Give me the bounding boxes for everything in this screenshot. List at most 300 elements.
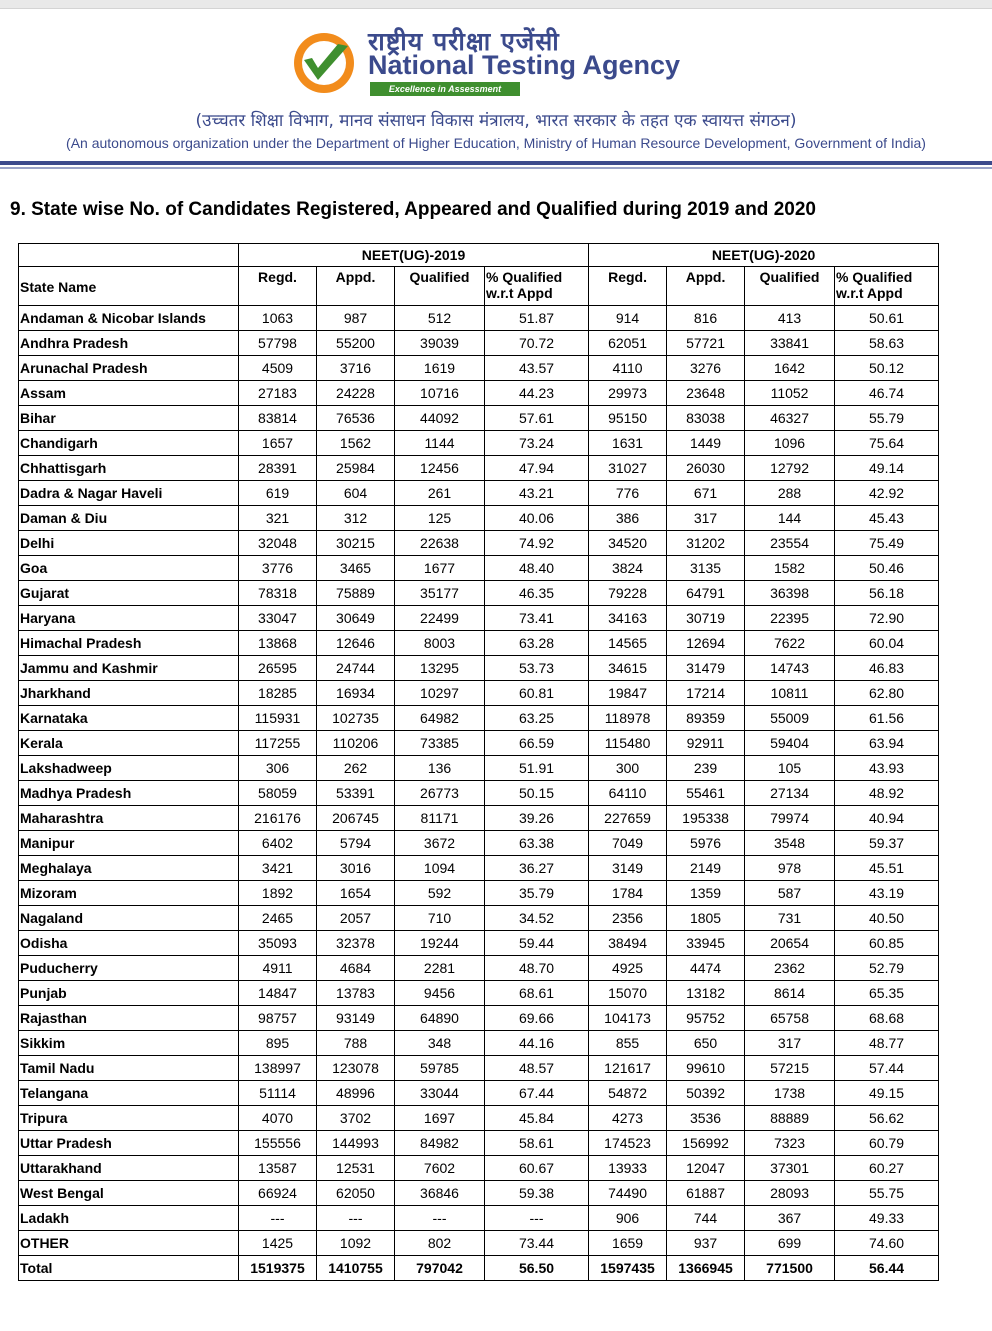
cell-appd-2019: 144993 — [317, 1131, 395, 1156]
cell-qualified-2019: 64890 — [395, 1006, 485, 1031]
cell-qualified-2019: 73385 — [395, 731, 485, 756]
cell-pct-2019: 73.44 — [485, 1231, 589, 1256]
cell-regd-2019: 117255 — [239, 731, 317, 756]
cell-qualified-2019: 1677 — [395, 556, 485, 581]
cell-regd-2020: 3824 — [589, 556, 667, 581]
cell-appd-2020: 744 — [667, 1206, 745, 1231]
table-row — [19, 356, 939, 381]
table-row — [19, 906, 939, 931]
cell-qualified-2019: 10716 — [395, 381, 485, 406]
cell-regd-2020: 386 — [589, 506, 667, 531]
total-cell-regd-2020: 1597435 — [589, 1256, 667, 1281]
table-row — [19, 1181, 939, 1206]
cell-regd-2020: 2356 — [589, 906, 667, 931]
cell-appd-2019: 788 — [317, 1031, 395, 1056]
cell-qualified-2019: 136 — [395, 756, 485, 781]
cell-qualified-2020: 14743 — [745, 656, 835, 681]
cell-pct-2019: 68.61 — [485, 981, 589, 1006]
total-cell-pct-2019: 56.50 — [485, 1256, 589, 1281]
cell-appd-2019: 2057 — [317, 906, 395, 931]
cell-qualified-2020: 1642 — [745, 356, 835, 381]
table-row — [19, 1081, 939, 1106]
page-header — [0, 8, 992, 158]
cell-pct-2020: 40.50 — [835, 906, 939, 931]
cell-qualified-2019: 9456 — [395, 981, 485, 1006]
cell-appd-2020: 1449 — [667, 431, 745, 456]
cell-pct-2019: 45.84 — [485, 1106, 589, 1131]
cell-pct-2019: 48.70 — [485, 956, 589, 981]
cell-pct-2020: 56.18 — [835, 581, 939, 606]
cell-qualified-2019: 592 — [395, 881, 485, 906]
cell-appd-2020: 816 — [667, 306, 745, 331]
cell-pct-2019: 51.87 — [485, 306, 589, 331]
cell-regd-2019: 115931 — [239, 706, 317, 731]
nta-logo-icon — [290, 30, 358, 94]
cell-pct-2019: 40.06 — [485, 506, 589, 531]
cell-appd-2020: 317 — [667, 506, 745, 531]
cell-pct-2019: 44.23 — [485, 381, 589, 406]
cell-qualified-2019: 44092 — [395, 406, 485, 431]
cell-qualified-2019: 22638 — [395, 531, 485, 556]
cell-state: Manipur — [19, 831, 239, 856]
cell-regd-2019: 28391 — [239, 456, 317, 481]
cell-qualified-2019: 59785 — [395, 1056, 485, 1081]
subtitle-english: (An autonomous organization under the Department of Higher Education, Ministry of Human Resource Development, Government of India) — [66, 135, 926, 151]
table-row — [19, 856, 939, 881]
cell-state: Tripura — [19, 1106, 239, 1131]
cell-appd-2020: 83038 — [667, 406, 745, 431]
cell-pct-2019: 60.67 — [485, 1156, 589, 1181]
cell-qualified-2020: 27134 — [745, 781, 835, 806]
cell-regd-2019: 57798 — [239, 331, 317, 356]
table-row — [19, 1056, 939, 1081]
cell-appd-2019: 3716 — [317, 356, 395, 381]
table-row — [19, 1131, 939, 1156]
subtitle-hindi: (उच्चतर शिक्षा विभाग, मानव संसाधन विकास मंत्रालय, भारत सरकार के तहत एक स्वायत्त संगठन) — [195, 111, 797, 131]
table-row — [19, 1231, 939, 1256]
cell-pct-2019: 34.52 — [485, 906, 589, 931]
cell-qualified-2020: 1582 — [745, 556, 835, 581]
cell-qualified-2020: 105 — [745, 756, 835, 781]
cell-appd-2020: 650 — [667, 1031, 745, 1056]
cell-qualified-2020: 699 — [745, 1231, 835, 1256]
cell-qualified-2020: 7323 — [745, 1131, 835, 1156]
table-row — [19, 1006, 939, 1031]
cell-state: Haryana — [19, 606, 239, 631]
cell-qualified-2020: 1738 — [745, 1081, 835, 1106]
cell-qualified-2020: 36398 — [745, 581, 835, 606]
cell-pct-2020: 42.92 — [835, 481, 939, 506]
cell-qualified-2019: 36846 — [395, 1181, 485, 1206]
cell-state: OTHER — [19, 1231, 239, 1256]
cell-pct-2019: 47.94 — [485, 456, 589, 481]
cell-pct-2020: 50.12 — [835, 356, 939, 381]
cell-regd-2020: 62051 — [589, 331, 667, 356]
cell-qualified-2019: 22499 — [395, 606, 485, 631]
agency-name-english: National Testing Agency — [368, 50, 681, 80]
header-divider-thin — [0, 167, 992, 169]
cell-appd-2019: 1654 — [317, 881, 395, 906]
cell-appd-2020: 13182 — [667, 981, 745, 1006]
cell-pct-2019: 70.72 — [485, 331, 589, 356]
cell-appd-2019: 123078 — [317, 1056, 395, 1081]
agency-name-hindi: राष्ट्रीय परीक्षा एजेंसी — [368, 27, 560, 56]
total-cell-regd-2019: 1519375 — [239, 1256, 317, 1281]
cell-regd-2020: 118978 — [589, 706, 667, 731]
cell-pct-2020: 62.80 — [835, 681, 939, 706]
table-row — [19, 331, 939, 356]
cell-qualified-2019: 26773 — [395, 781, 485, 806]
cell-regd-2020: 115480 — [589, 731, 667, 756]
cell-state: Lakshadweep — [19, 756, 239, 781]
cell-regd-2019: 35093 — [239, 931, 317, 956]
cell-regd-2019: 98757 — [239, 1006, 317, 1031]
cell-appd-2019: 5794 — [317, 831, 395, 856]
total-cell-appd-2019: 1410755 — [317, 1256, 395, 1281]
cell-appd-2020: 1805 — [667, 906, 745, 931]
cell-regd-2020: 38494 — [589, 931, 667, 956]
cell-appd-2020: 1359 — [667, 881, 745, 906]
cell-qualified-2020: 731 — [745, 906, 835, 931]
cell-appd-2019: 76536 — [317, 406, 395, 431]
cell-regd-2019: 155556 — [239, 1131, 317, 1156]
cell-appd-2020: 12047 — [667, 1156, 745, 1181]
cell-appd-2019: 93149 — [317, 1006, 395, 1031]
table-row — [19, 806, 939, 831]
cell-qualified-2020: 23554 — [745, 531, 835, 556]
cell-pct-2019: 59.44 — [485, 931, 589, 956]
cell-pct-2020: 74.60 — [835, 1231, 939, 1256]
cell-pct-2020: 50.46 — [835, 556, 939, 581]
cell-regd-2019: 3421 — [239, 856, 317, 881]
cell-regd-2019: 27183 — [239, 381, 317, 406]
cell-regd-2019: 14847 — [239, 981, 317, 1006]
cell-regd-2019: 895 — [239, 1031, 317, 1056]
cell-state: Kerala — [19, 731, 239, 756]
cell-appd-2019: 312 — [317, 506, 395, 531]
cell-qualified-2019: 81171 — [395, 806, 485, 831]
cell-appd-2020: 937 — [667, 1231, 745, 1256]
col-header-regd-2020: Regd. — [589, 267, 667, 306]
table-row — [19, 1156, 939, 1181]
table-row — [19, 931, 939, 956]
cell-appd-2020: 61887 — [667, 1181, 745, 1206]
cell-regd-2020: 74490 — [589, 1181, 667, 1206]
table-row — [19, 956, 939, 981]
cell-qualified-2020: 79974 — [745, 806, 835, 831]
cell-appd-2020: 50392 — [667, 1081, 745, 1106]
cell-qualified-2019: 33044 — [395, 1081, 485, 1106]
cell-pct-2019: 36.27 — [485, 856, 589, 881]
cell-regd-2019: 13868 — [239, 631, 317, 656]
cell-state: Daman & Diu — [19, 506, 239, 531]
cell-appd-2020: 26030 — [667, 456, 745, 481]
cell-pct-2020: 55.79 — [835, 406, 939, 431]
cell-regd-2020: 906 — [589, 1206, 667, 1231]
header-divider — [0, 161, 992, 165]
cell-qualified-2020: 7622 — [745, 631, 835, 656]
cell-qualified-2019: 35177 — [395, 581, 485, 606]
cell-pct-2020: 60.85 — [835, 931, 939, 956]
cell-qualified-2020: 144 — [745, 506, 835, 531]
cell-state: Chandigarh — [19, 431, 239, 456]
table-total-row — [19, 1256, 939, 1281]
cell-qualified-2019: 512 — [395, 306, 485, 331]
cell-qualified-2019: --- — [395, 1206, 485, 1231]
cell-pct-2020: 59.37 — [835, 831, 939, 856]
cell-state: Chhattisgarh — [19, 456, 239, 481]
cell-qualified-2020: 288 — [745, 481, 835, 506]
cell-qualified-2020: 367 — [745, 1206, 835, 1231]
cell-appd-2020: 64791 — [667, 581, 745, 606]
col-header-qualified-2020: Qualified — [745, 267, 835, 306]
cell-appd-2019: 12646 — [317, 631, 395, 656]
cell-pct-2020: 61.56 — [835, 706, 939, 731]
cell-regd-2019: --- — [239, 1206, 317, 1231]
cell-pct-2019: 67.44 — [485, 1081, 589, 1106]
cell-appd-2019: 102735 — [317, 706, 395, 731]
col-header-appd-2019: Appd. — [317, 267, 395, 306]
cell-appd-2019: 604 — [317, 481, 395, 506]
cell-qualified-2020: 55009 — [745, 706, 835, 731]
cell-qualified-2020: 33841 — [745, 331, 835, 356]
cell-regd-2019: 4070 — [239, 1106, 317, 1131]
cell-state: Odisha — [19, 931, 239, 956]
cell-qualified-2019: 2281 — [395, 956, 485, 981]
cell-qualified-2020: 20654 — [745, 931, 835, 956]
col-header-pct-2019: % Qualified w.r.t Appd — [485, 267, 589, 306]
cell-appd-2019: 1562 — [317, 431, 395, 456]
cell-regd-2020: 29973 — [589, 381, 667, 406]
cell-qualified-2020: 28093 — [745, 1181, 835, 1206]
table-row — [19, 456, 939, 481]
table-row — [19, 881, 939, 906]
cell-pct-2019: 73.24 — [485, 431, 589, 456]
cell-regd-2019: 18285 — [239, 681, 317, 706]
cell-state: Andhra Pradesh — [19, 331, 239, 356]
cell-appd-2020: 31479 — [667, 656, 745, 681]
group-header-2019: NEET(UG)-2019 — [239, 244, 589, 267]
cell-appd-2019: 110206 — [317, 731, 395, 756]
table-row — [19, 706, 939, 731]
table-row — [19, 481, 939, 506]
cell-regd-2020: 95150 — [589, 406, 667, 431]
cell-appd-2020: 92911 — [667, 731, 745, 756]
cell-qualified-2019: 1697 — [395, 1106, 485, 1131]
cell-pct-2020: 60.79 — [835, 1131, 939, 1156]
cell-appd-2020: 4474 — [667, 956, 745, 981]
cell-pct-2020: 68.68 — [835, 1006, 939, 1031]
cell-pct-2019: 63.38 — [485, 831, 589, 856]
cell-appd-2020: 5976 — [667, 831, 745, 856]
cell-regd-2020: 855 — [589, 1031, 667, 1056]
cell-state: Telangana — [19, 1081, 239, 1106]
cell-pct-2020: 75.49 — [835, 531, 939, 556]
table-row — [19, 981, 939, 1006]
cell-state: Punjab — [19, 981, 239, 1006]
cell-state: Jammu and Kashmir — [19, 656, 239, 681]
cell-state: Goa — [19, 556, 239, 581]
cell-regd-2019: 619 — [239, 481, 317, 506]
cell-regd-2019: 321 — [239, 506, 317, 531]
cell-appd-2020: 95752 — [667, 1006, 745, 1031]
cell-regd-2020: 4273 — [589, 1106, 667, 1131]
cell-regd-2020: 3149 — [589, 856, 667, 881]
cell-regd-2020: 79228 — [589, 581, 667, 606]
cell-appd-2020: 3536 — [667, 1106, 745, 1131]
cell-regd-2019: 78318 — [239, 581, 317, 606]
cell-appd-2020: 55461 — [667, 781, 745, 806]
total-cell-qualified-2019: 797042 — [395, 1256, 485, 1281]
cell-state: Delhi — [19, 531, 239, 556]
cell-pct-2019: 48.40 — [485, 556, 589, 581]
cell-pct-2020: 60.27 — [835, 1156, 939, 1181]
cell-regd-2019: 33047 — [239, 606, 317, 631]
table-body — [19, 306, 939, 1281]
cell-regd-2019: 83814 — [239, 406, 317, 431]
cell-appd-2020: 12694 — [667, 631, 745, 656]
cell-appd-2019: 30649 — [317, 606, 395, 631]
table-row — [19, 831, 939, 856]
cell-qualified-2020: 46327 — [745, 406, 835, 431]
cell-regd-2019: 138997 — [239, 1056, 317, 1081]
cell-regd-2019: 6402 — [239, 831, 317, 856]
cell-qualified-2020: 22395 — [745, 606, 835, 631]
cell-pct-2019: 66.59 — [485, 731, 589, 756]
cell-qualified-2019: 710 — [395, 906, 485, 931]
cell-appd-2019: 75889 — [317, 581, 395, 606]
cell-qualified-2019: 7602 — [395, 1156, 485, 1181]
cell-pct-2019: 53.73 — [485, 656, 589, 681]
cell-qualified-2020: 65758 — [745, 1006, 835, 1031]
cell-state: Dadra & Nagar Haveli — [19, 481, 239, 506]
cell-appd-2019: 4684 — [317, 956, 395, 981]
cell-pct-2019: 63.25 — [485, 706, 589, 731]
cell-regd-2019: 4509 — [239, 356, 317, 381]
cell-pct-2019: 73.41 — [485, 606, 589, 631]
cell-pct-2020: 49.33 — [835, 1206, 939, 1231]
cell-qualified-2020: 57215 — [745, 1056, 835, 1081]
cell-appd-2020: 57721 — [667, 331, 745, 356]
cell-appd-2019: 24228 — [317, 381, 395, 406]
cell-pct-2019: 74.92 — [485, 531, 589, 556]
cell-qualified-2019: 1094 — [395, 856, 485, 881]
cell-regd-2020: 776 — [589, 481, 667, 506]
cell-pct-2020: 55.75 — [835, 1181, 939, 1206]
cell-appd-2020: 3135 — [667, 556, 745, 581]
table-row — [19, 1106, 939, 1131]
cell-pct-2019: 46.35 — [485, 581, 589, 606]
cell-appd-2020: 31202 — [667, 531, 745, 556]
cell-qualified-2019: 12456 — [395, 456, 485, 481]
cell-qualified-2019: 10297 — [395, 681, 485, 706]
cell-qualified-2020: 88889 — [745, 1106, 835, 1131]
cell-pct-2020: 56.62 — [835, 1106, 939, 1131]
table-row — [19, 731, 939, 756]
cell-state: Meghalaya — [19, 856, 239, 881]
cell-regd-2020: 4110 — [589, 356, 667, 381]
cell-regd-2019: 51114 — [239, 1081, 317, 1106]
cell-pct-2020: 45.51 — [835, 856, 939, 881]
total-cell-appd-2020: 1366945 — [667, 1256, 745, 1281]
results-table-container — [18, 243, 939, 1281]
cell-pct-2019: 48.57 — [485, 1056, 589, 1081]
col-header-regd-2019: Regd. — [239, 267, 317, 306]
cell-appd-2020: 33945 — [667, 931, 745, 956]
table-row — [19, 506, 939, 531]
cell-appd-2019: 1092 — [317, 1231, 395, 1256]
table-row — [19, 656, 939, 681]
cell-regd-2020: 227659 — [589, 806, 667, 831]
cell-pct-2020: 46.83 — [835, 656, 939, 681]
state-results-table — [18, 243, 939, 1281]
cell-state: West Bengal — [19, 1181, 239, 1206]
cell-qualified-2019: 13295 — [395, 656, 485, 681]
cell-state: Puducherry — [19, 956, 239, 981]
cell-regd-2019: 32048 — [239, 531, 317, 556]
table-row — [19, 431, 939, 456]
cell-appd-2019: 30215 — [317, 531, 395, 556]
col-header-qualified-2019: Qualified — [395, 267, 485, 306]
cell-pct-2019: 43.57 — [485, 356, 589, 381]
table-row — [19, 781, 939, 806]
cell-pct-2020: 45.43 — [835, 506, 939, 531]
cell-regd-2019: 3776 — [239, 556, 317, 581]
cell-pct-2020: 60.04 — [835, 631, 939, 656]
cell-regd-2020: 121617 — [589, 1056, 667, 1081]
table-row — [19, 756, 939, 781]
cell-appd-2019: 3702 — [317, 1106, 395, 1131]
cell-qualified-2020: 413 — [745, 306, 835, 331]
cell-pct-2020: 65.35 — [835, 981, 939, 1006]
cell-pct-2019: 60.81 — [485, 681, 589, 706]
cell-pct-2019: 50.15 — [485, 781, 589, 806]
cell-regd-2020: 914 — [589, 306, 667, 331]
cell-qualified-2019: 1619 — [395, 356, 485, 381]
table-row — [19, 606, 939, 631]
cell-pct-2020: 58.63 — [835, 331, 939, 356]
table-row — [19, 1031, 939, 1056]
cell-appd-2019: 13783 — [317, 981, 395, 1006]
cell-appd-2019: 3465 — [317, 556, 395, 581]
cell-pct-2019: 59.38 — [485, 1181, 589, 1206]
group-header-2020: NEET(UG)-2020 — [589, 244, 939, 267]
section-title: 9. State wise No. of Candidates Registered, Appeared and Qualified during 2019 and 2020 — [10, 199, 816, 220]
cell-pct-2020: 72.90 — [835, 606, 939, 631]
cell-appd-2020: 30719 — [667, 606, 745, 631]
cell-regd-2019: 1425 — [239, 1231, 317, 1256]
cell-appd-2019: 3016 — [317, 856, 395, 881]
table-row — [19, 1206, 939, 1231]
cell-regd-2020: 14565 — [589, 631, 667, 656]
cell-regd-2020: 174523 — [589, 1131, 667, 1156]
cell-regd-2019: 1892 — [239, 881, 317, 906]
cell-appd-2019: 62050 — [317, 1181, 395, 1206]
cell-appd-2020: 195338 — [667, 806, 745, 831]
cell-pct-2020: 43.19 — [835, 881, 939, 906]
cell-pct-2019: 39.26 — [485, 806, 589, 831]
cell-pct-2019: 43.21 — [485, 481, 589, 506]
cell-appd-2020: 156992 — [667, 1131, 745, 1156]
cell-appd-2020: 17214 — [667, 681, 745, 706]
cell-appd-2020: 239 — [667, 756, 745, 781]
cell-regd-2020: 19847 — [589, 681, 667, 706]
cell-pct-2019: 51.91 — [485, 756, 589, 781]
agency-tagline: Excellence in Assessment — [370, 82, 520, 96]
col-header-state: State Name — [19, 267, 239, 306]
cell-state: Andaman & Nicobar Islands — [19, 306, 239, 331]
cell-regd-2019: 306 — [239, 756, 317, 781]
